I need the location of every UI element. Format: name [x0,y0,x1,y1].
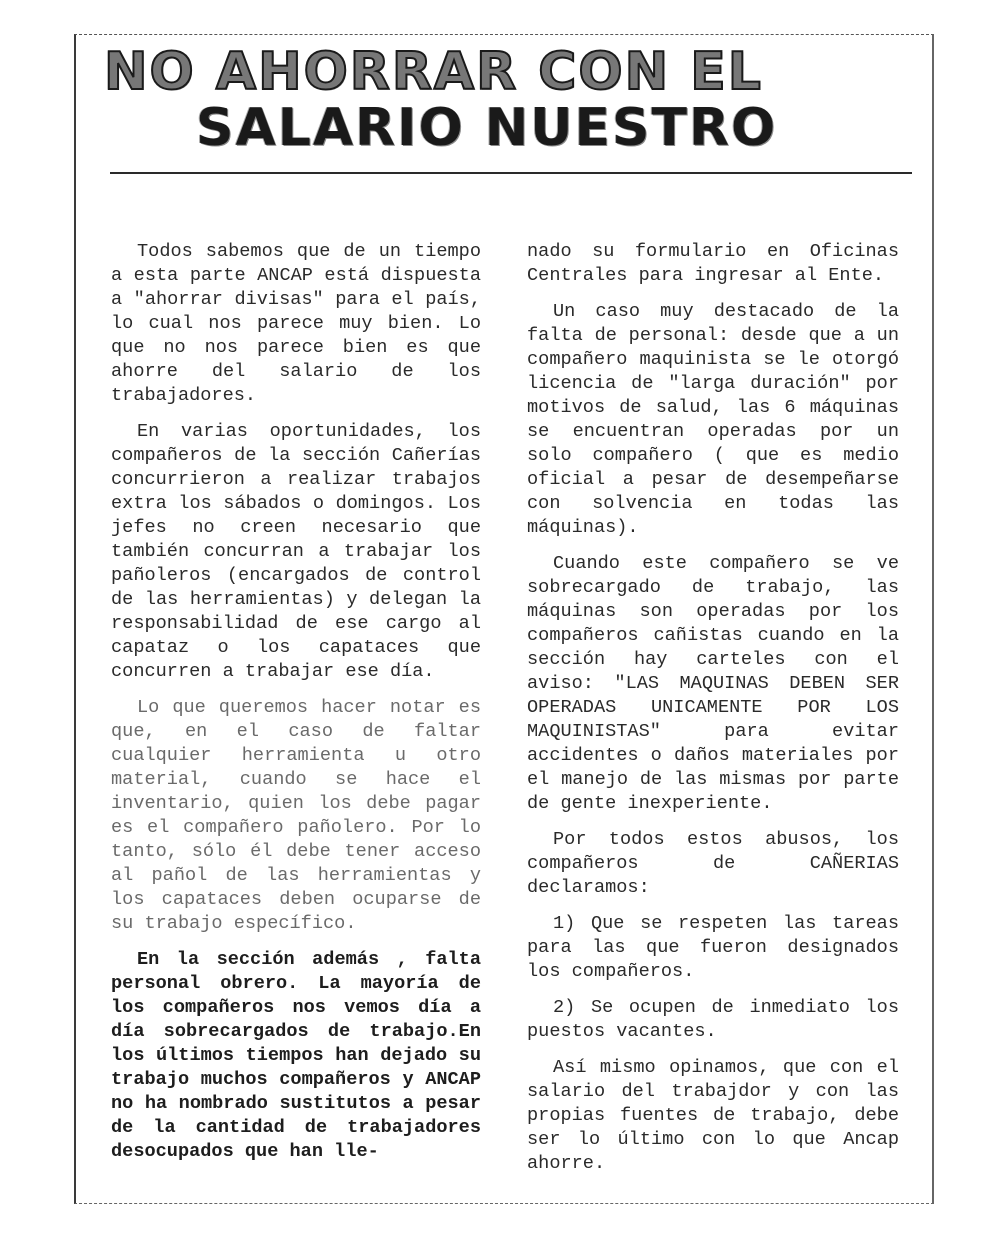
paragraph-declaration: Por todos estos abusos, los compañeros de CAÑERIAS declaramos: [527,829,899,898]
headline [100,44,920,156]
paragraph-continuation: nado su formulario en Oficinas Centrales para ingresar al Ente. [527,241,899,286]
paragraph-inventory: Lo que queremos hacer notar es que, en el caso de faltar cualquier herramienta u otro material, cuando se hace el inventario, quien los debe pagar es el compañero pañolero. Por lo tanto, sólo él debe tener acceso al pañol de las herramientas y los capataces deben ocuparse de su trabajo específico. [111,697,481,934]
left-column [111,240,481,1164]
demand-1: 1) Que se respeten las tareas para las que fueron designados los compañeros. [527,913,899,982]
headline-divider [110,172,912,174]
headline-line-2: SALARIO NUESTRO [196,98,778,158]
paragraph-staff-shortage: En la sección además , falta personal obrero. La mayoría de los compañeros nos vemos día a día sobrecargados de trabajo.En los últimos tiempos han dejado su trabajo muchos compañeros y ANCAP no ha nombrado sustitutos a pesar de la cantidad de trabajadores desocupados que han lle- [111,949,481,1162]
paragraph-machinist-case: Un caso muy destacado de la falta de personal: desde que a un compañero maquinista se le otorgó licencia de "larga duración" por motivos de salud, las 6 máquinas se encuentran operadas por un solo compañero ( que es medio oficial a pesar de desempeñarse con solvencia en todas las máquinas). [527,301,899,538]
paragraph-intro: Todos sabemos que de un tiempo a esta parte ANCAP está dispuesta a "ahorrar divisas" para el país, lo cual nos parece muy bien. Lo que no nos parece bien es que ahorre del salario de los trabajadores. [111,241,481,406]
headline-line-1: NO AHORRAR CON EL [104,42,763,102]
paragraph-closing: Así mismo opinamos, que con el salario del trabajdor y con las propias fuentes de trabajo, debe ser lo último con lo que Ancap ahorre. [527,1057,899,1174]
paragraph-machines-warning: Cuando este compañero se ve sobrecargado de trabajo, las máquinas son operadas por los compañeros cañistas cuando en la sección hay carteles con el aviso: "LAS MAQUINAS DEBEN SER OPERADAS UNICAMENTE POR LOS MAQUINISTAS" para evitar accidentes o daños materiales por el manejo de las mismas por parte de gente inexperiente. [527,553,899,814]
demand-2: 2) Se ocupen de inmediato los puestos vacantes. [527,997,899,1042]
paragraph-overtime: En varias oportunidades, los compañeros de la sección Cañerías concurrieron a realizar trabajos extra los sábados o domingos. Los jefes no creen necesario que también concurran a trabajar los pañoleros (encargados de control de las herramientas) y delegan la responsabilidad de ese cargo al capataz o los capataces que concurren a trabajar ese día. [111,421,481,682]
right-column [527,240,899,1176]
